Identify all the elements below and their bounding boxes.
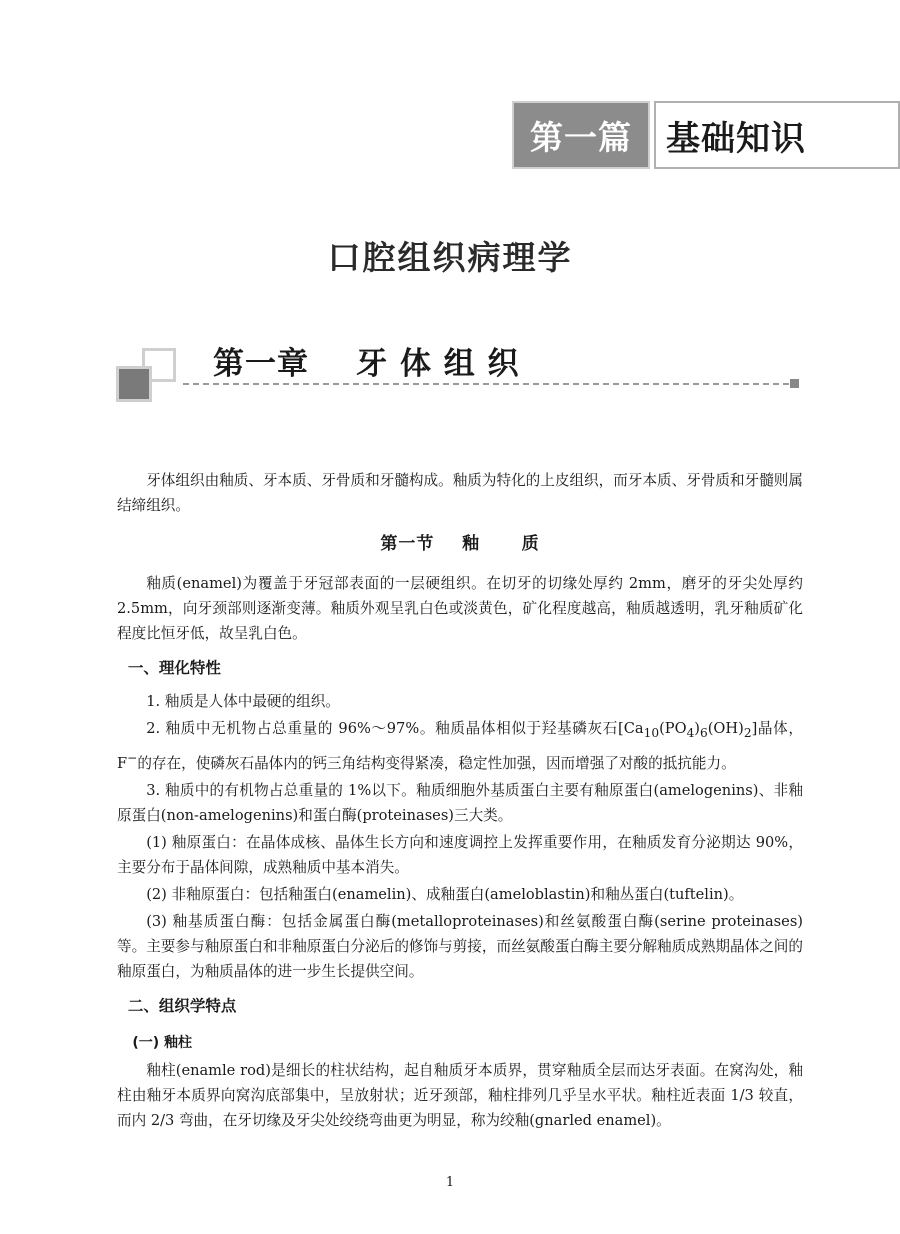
- enamel-rod-paragraph: 釉柱(enamle rod)是细长的柱状结构，起自釉质牙本质界，贯穿釉质全层而达牙表面。在窝沟处，釉柱由釉牙本质界向窝沟底部集中，呈放射状；近牙颈部，釉柱排列几乎呈水平状。釉柱近表面 1/3 较直，而内 2/3 弯曲，在牙切缘及牙尖处绞绕弯曲更为明显，称为绞釉(gnarled enamel)。: [117, 1061, 803, 1129]
- chapter-rule-end-square: [790, 379, 799, 388]
- part-name-label: 基础知识: [654, 101, 900, 169]
- list-item-1: 1. 釉质是人体中最硬的组织。: [146, 693, 340, 710]
- chapter-title: 第一章 牙 体 组 织: [213, 346, 520, 382]
- sub-item-3: (3) 釉基质蛋白酶：包括金属蛋白酶(metalloproteinases)和丝氨酸蛋白酶(serine proteinases)等。主要参与釉原蛋白和非釉原蛋白分泌后的修饰与剪接，而丝氨酸蛋白酶主要分解釉质成熟期晶体之间的釉原蛋白，为釉质晶体的进一步生长提供空间。: [117, 912, 803, 980]
- heading-histology: 二、组织学特点: [127, 996, 237, 1015]
- book-title: 口腔组织病理学: [327, 238, 573, 277]
- list-item-2: 2. 釉质中无机物占总重量的 96%～97%。釉质晶体相似于羟基磷灰石$[Ca_{10}(PO_4)_6(OH)_2]$晶体，F−的存在，使磷灰石晶体内的钙三角结构变得紧凑，稳定性加强，因而增强了对酸的抵抗能力。: [117, 720, 803, 772]
- sub-item-1: (1) 釉原蛋白：在晶体成核、晶体生长方向和速度调控上发挥重要作用，在釉质发育分泌期达 90%，主要分布于晶体间隙，成熟釉质中基本消失。: [117, 833, 803, 876]
- list-item-3: 3. 釉质中的有机物占总重量的 1%以下。釉质细胞外基质蛋白主要有釉原蛋白(amelogenins)、非釉原蛋白(non-amelogenins)和蛋白酶(proteinases)三大类。: [117, 781, 803, 824]
- intro-paragraph: 牙体组织由釉质、牙本质、牙骨质和牙髓构成。釉质为特化的上皮组织，而牙本质、牙骨质和牙髓则属结缔组织。: [117, 472, 803, 514]
- section-title: 第一节 釉 质: [380, 534, 540, 554]
- enamel-paragraph: 釉质(enamel)为覆盖于牙冠部表面的一层硬组织。在切牙的切缘处厚约 2mm，磨牙的牙尖处厚约 2.5mm，向牙颈部则逐渐变薄。釉质外观呈乳白色或淡黄色，矿化程度越高，釉质越透明，乳牙釉质矿化程度比恒牙低，故呈乳白色。: [117, 575, 803, 642]
- page-number: 1: [445, 1175, 455, 1190]
- sub-item-2: (2) 非釉原蛋白：包括釉蛋白(enamelin)、成釉蛋白(ameloblastin)和釉丛蛋白(tuftelin)。: [146, 885, 744, 903]
- part-banner: [512, 101, 900, 169]
- heading-physicochemical: 一、理化特性: [127, 659, 221, 677]
- chapter-dashed-rule: [183, 383, 789, 385]
- heading-enamel-rod: (一) 釉柱: [132, 1034, 193, 1051]
- chapter-decoration-square-filled: [116, 366, 152, 402]
- part-number-label: 第一篇: [512, 101, 650, 169]
- page-body: [117, 468, 803, 1135]
